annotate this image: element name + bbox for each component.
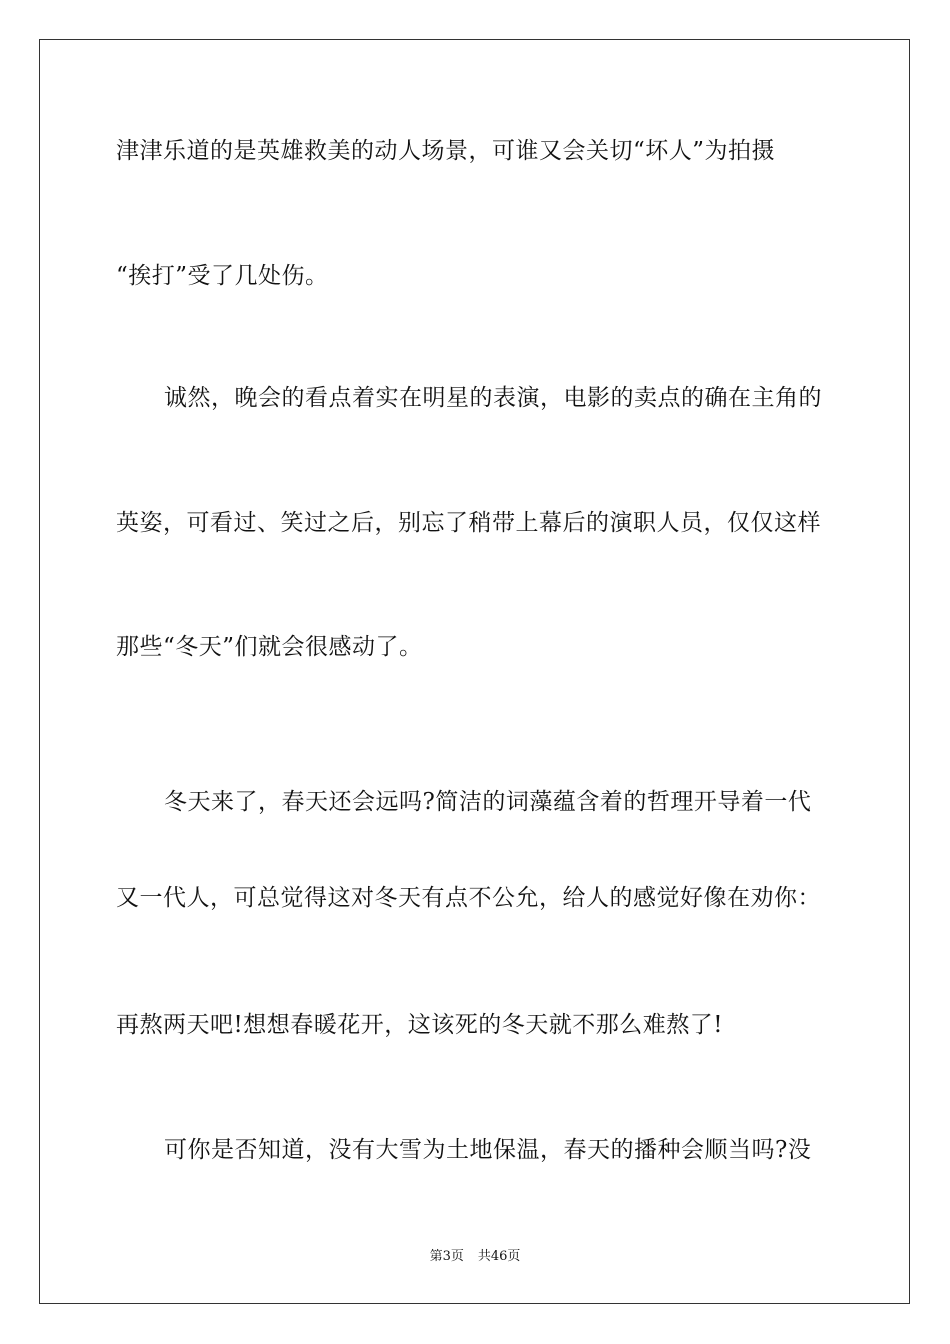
page-number: 第3页 [429,1249,464,1264]
text-line: 英姿，可看过、笑过之后，别忘了稍带上幕后的演职人员，仅仅这样 [116,510,821,536]
text-line: 津津乐道的是英雄救美的动人场景，可谁又会关切“坏人”为拍摄 [116,138,776,164]
text-line: 又一代人，可总觉得这对冬天有点不公允，给人的感觉好像在劝你： [116,885,821,911]
page-border [39,39,910,1304]
paragraph-start-line: 冬天来了，春天还会远吗?简洁的词藻蕴含着的哲理开导着一代 [164,789,812,815]
text-line: “挨打”受了几处伤。 [116,263,329,289]
text-line: 再熬两天吧!想想春暖花开，这该死的冬天就不那么难熬了! [116,1012,723,1038]
paragraph-start-line: 可你是否知道，没有大雪为土地保温，春天的播种会顺当吗?没 [164,1137,812,1163]
paragraph-start-line: 诚然，晚会的看点着实在明星的表演，电影的卖点的确在主角的 [164,385,822,411]
text-line: 那些“冬天”们就会很感动了。 [116,634,423,660]
page-footer [0,1248,950,1266]
total-pages: 共46页 [477,1249,521,1264]
